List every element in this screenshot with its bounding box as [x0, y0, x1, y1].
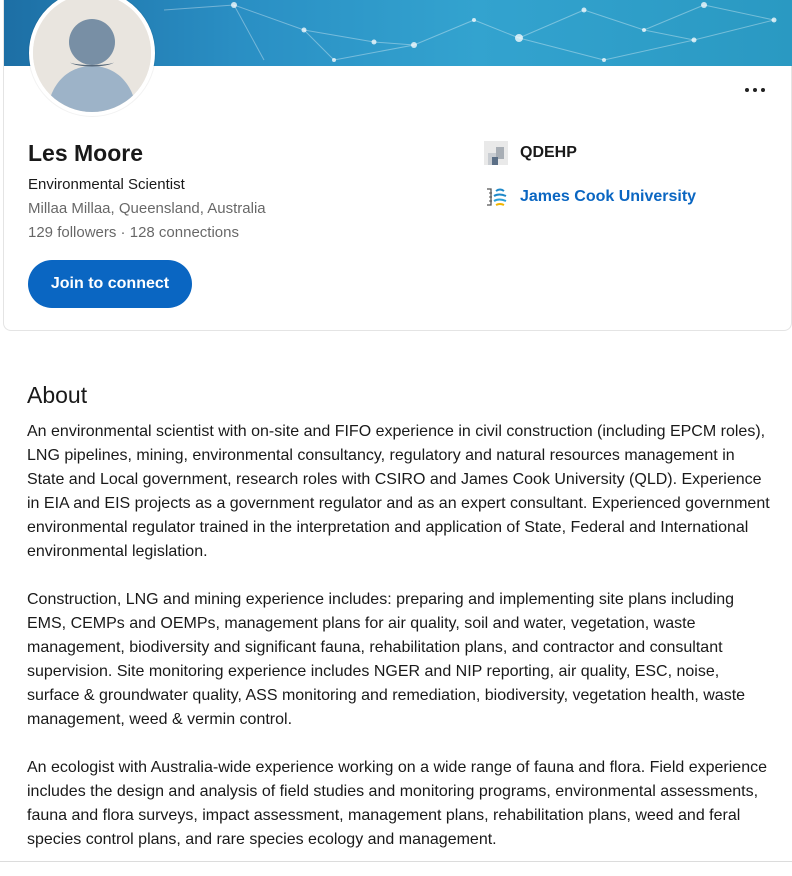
- university-logo-icon: [484, 185, 508, 209]
- profile-stats: [28, 224, 239, 241]
- connections-count: 128 connections: [129, 224, 239, 241]
- about-paragraph: An environmental scientist with on-site and FIFO experience in civil construction (including EPCM roles), LNG pipelines, mining, environmental consultancy, regulatory and natural resources management in State and Local government, research roles with CSIRO and James Cook University (QLD). Experience in EIA and EIS projects as a government regulator and as an expert consultant. Experienced government environmental regulator trained in the interpretation and application of State, Federal and International environmental legislation.: [27, 423, 770, 560]
- followers-count: 129 followers: [28, 224, 117, 241]
- about-paragraph: An ecologist with Australia-wide experience working on a wide range of fauna and flora. Field experience includes the design and analysis of field studies and monitoring programs, environmental assessments, fauna and flora surveys, impact assessment, management plans, rehabilitation plans, weed and feral species control plans, and rare species ecology and management.: [27, 759, 767, 848]
- organization-logo-icon: [484, 141, 508, 165]
- more-options-icon[interactable]: [740, 80, 770, 100]
- about-title: About: [27, 382, 88, 408]
- profile-name: Les Moore: [28, 140, 144, 166]
- profile-headline: Environmental Scientist: [28, 176, 185, 193]
- organization-name: James Cook University: [520, 188, 697, 205]
- organization-item-qdehp[interactable]: [484, 141, 577, 165]
- organization-name: QDEHP: [520, 144, 577, 161]
- about-paragraph: Construction, LNG and mining experience includes: preparing and implementing site plans including EMS, CEMPs and OEMPs, management plans for air quality, soil and water, vegetation, waste management, biodiversity and significant fauna, rehabilitation plans, and contractor and consultant supervision. Site monitoring experience includes NGER and NIP reporting, air quality, ESC, noise, surface & groundwater quality, ASS monitoring and remediation, biodiversity, vegetation health, waste management, weed & vermin control.: [27, 591, 746, 728]
- divider: [0, 861, 792, 862]
- about-section: [27, 420, 775, 876]
- organization-item-james-cook-university[interactable]: [484, 185, 696, 209]
- join-to-connect-button[interactable]: Join to connect: [28, 260, 192, 308]
- profile-location: Millaa Millaa, Queensland, Australia: [28, 200, 266, 217]
- stats-separator: ·: [116, 224, 130, 241]
